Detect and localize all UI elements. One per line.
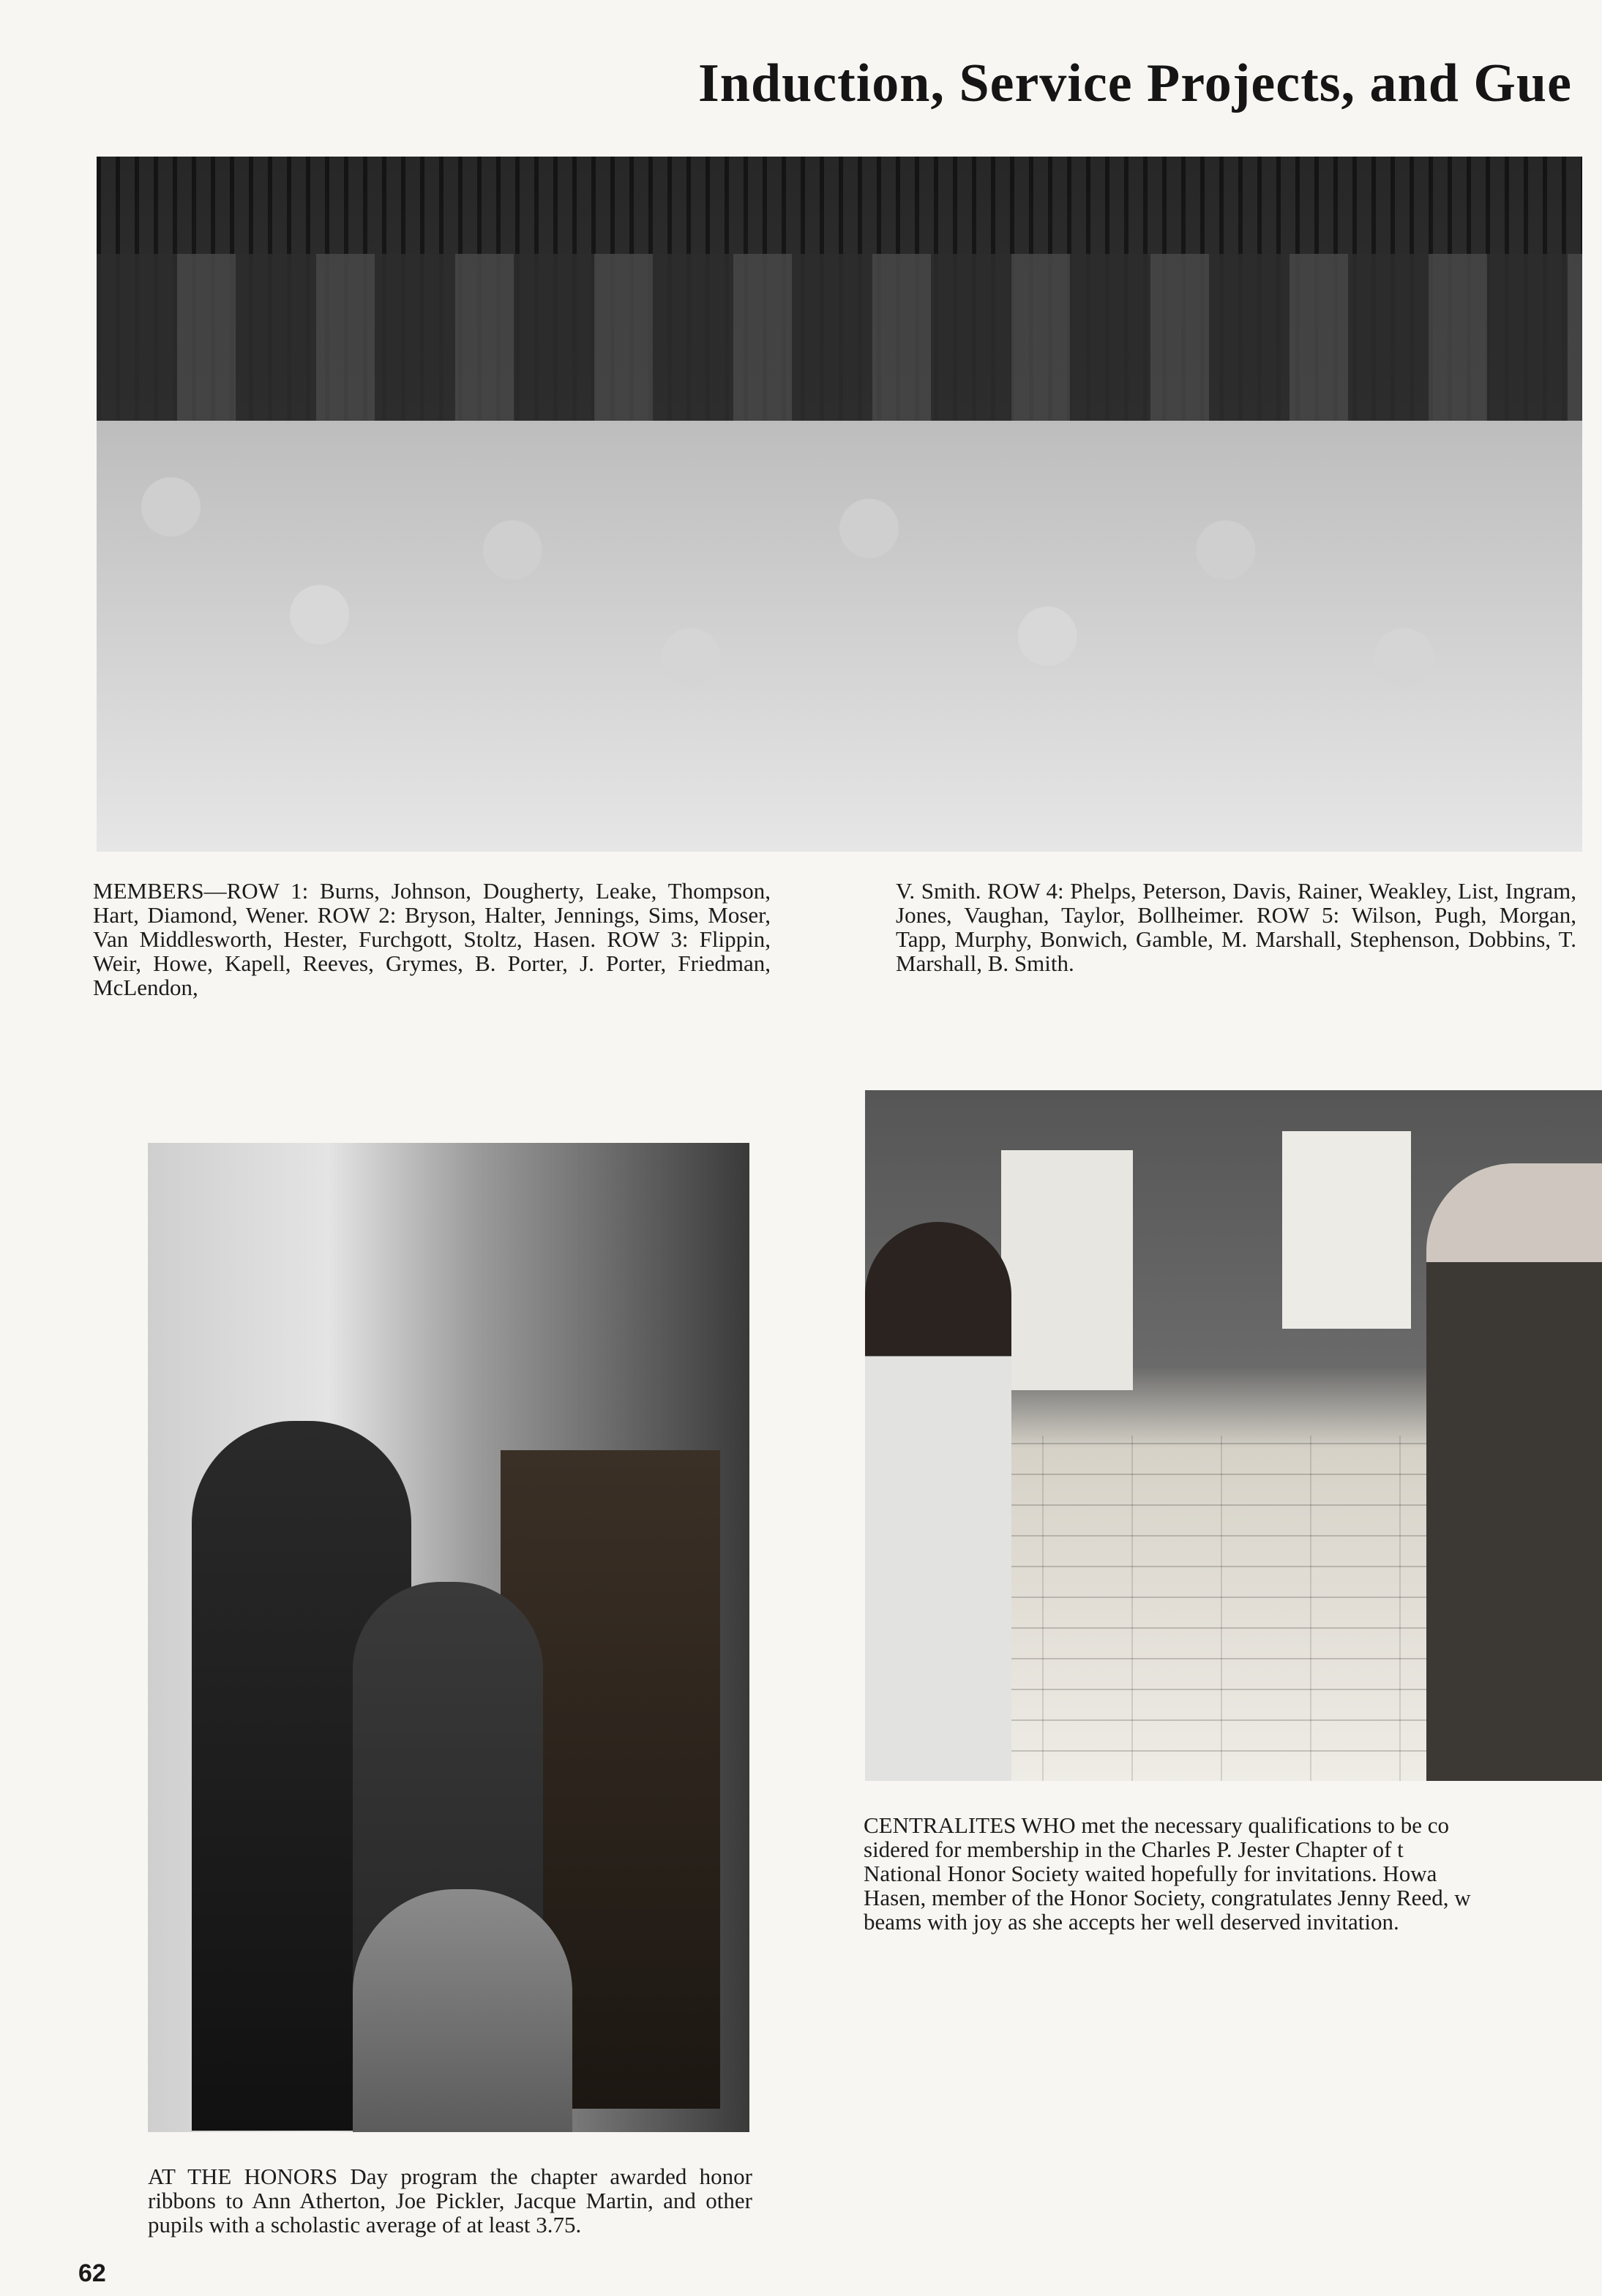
wall-poster: [1282, 1131, 1411, 1329]
honors-day-photo: [148, 1143, 749, 2132]
wall-poster: [1001, 1150, 1133, 1390]
back-row-figures: [97, 254, 1582, 435]
page-heading: Induction, Service Projects, and Gue: [698, 53, 1572, 113]
front-rows-figures: [97, 421, 1582, 852]
caption-line: Hasen, member of the Honor Society, congratulates Jenny Reed, w: [864, 1885, 1471, 1910]
student-figure: [1426, 1163, 1602, 1781]
caption-line: beams with joy as she accepts her well deserved invitation.: [864, 1909, 1399, 1935]
page-number: 62: [78, 2259, 106, 2287]
invitation-photo: [865, 1090, 1602, 1781]
members-group-photo: [97, 157, 1582, 852]
caption-line: National Honor Society waited hopefully for invitations. Howa: [864, 1861, 1437, 1886]
centralites-caption: [864, 1813, 1602, 1934]
student-figure: [865, 1222, 1011, 1781]
members-caption-left: MEMBERS—ROW 1: Burns, Johnson, Dougherty, Leake, Thompson, Hart, Diamond, Wener. ROW 2: Bryson, Halter, Jennings, Sims, Moser, Van Middlesworth, Hester, Furchgott, Stoltz, Hasen. ROW 3: Flippin, Weir, Howe, Kapell, Reeves, Grymes, B. Porter, J. Porter, Friedman, McLendon,: [93, 878, 771, 1000]
honors-caption: AT THE HONORS Day program the chapter awarded honor ribbons to Ann Atherton, Joe Pickler, Jacque Martin, and other pupils with a scholastic average of at least 3.75.: [148, 2164, 752, 2237]
caption-line: CENTRALITES WHO met the necessary qualifications to be co: [864, 1812, 1450, 1838]
caption-line: sidered for membership in the Charles P. Jester Chapter of t: [864, 1837, 1404, 1862]
members-caption-right: V. Smith. ROW 4: Phelps, Peterson, Davis, Rainer, Weakley, List, Ingram, Jones, Vaughan, Taylor, Bollheimer. ROW 5: Wilson, Pugh, Morgan, Tapp, Murphy, Bonwich, Gamble, M. Marshall, Stephenson, Dobbins, T. Marshall, B. Smith.: [896, 878, 1576, 976]
student-figure: [353, 1889, 572, 2132]
